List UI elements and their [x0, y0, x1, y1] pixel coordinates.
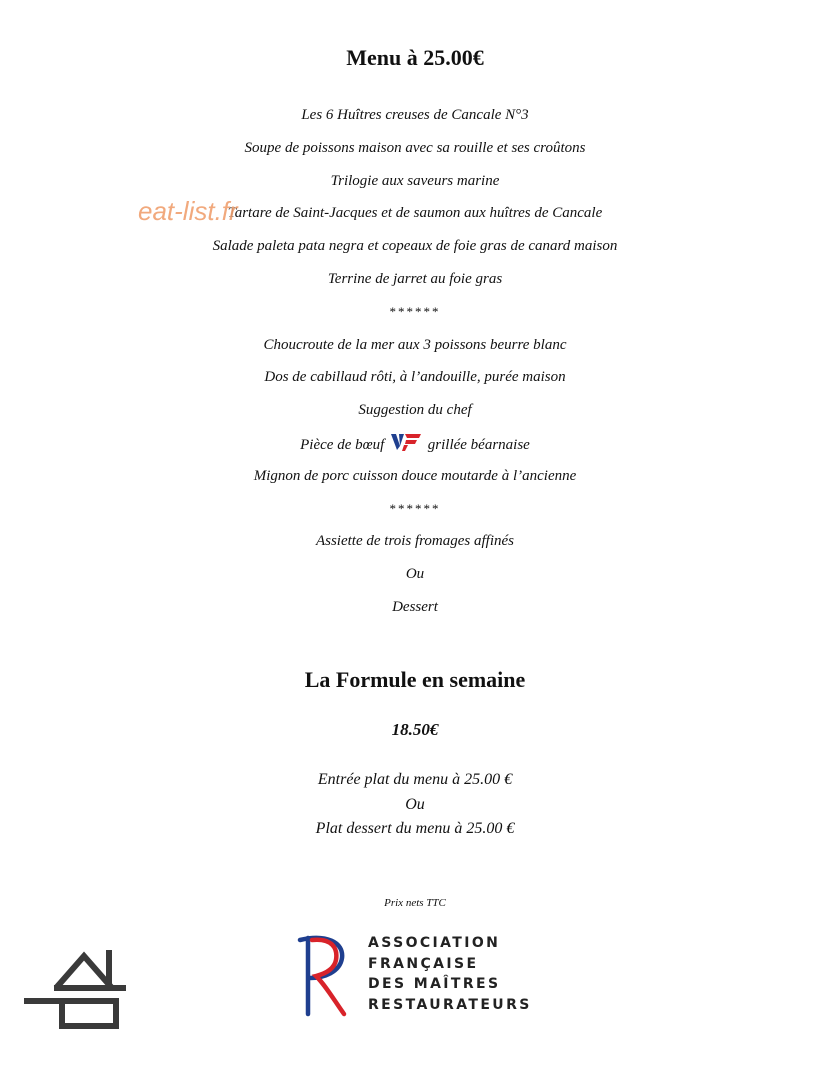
- menu-title: Menu à 25.00€: [346, 45, 484, 70]
- menu-item: Suggestion du chef: [358, 402, 472, 419]
- menu-item: Les 6 Huîtres creuses de Cancale N°3: [301, 107, 529, 123]
- separator: ******: [389, 303, 441, 319]
- association-line: ASSOCIATION: [368, 935, 501, 951]
- menu-item: Dos de cabillaud rôti, à l’andouille, purée maison: [264, 369, 566, 386]
- menu-item: Terrine de jarret au foie gras: [327, 270, 503, 287]
- menu-item: Dessert: [392, 598, 438, 615]
- menu-item: Tartare de Saint-Jacques et de saumon aux huîtres de Cancale: [227, 205, 603, 222]
- maitres-restaurateurs-r-logo-icon: [296, 934, 352, 1025]
- association-line: FRANÇAISE: [368, 955, 479, 972]
- menu-item-text: grillée béarnaise: [427, 436, 530, 453]
- menu-item: Soupe de poissons maison avec sa rouille et ses croûtons: [244, 139, 586, 156]
- association-line: RESTAURATEURS: [368, 996, 532, 1013]
- prices-note: Prix nets TTC: [384, 897, 446, 909]
- formule-line: Ou: [405, 795, 425, 813]
- menu-item-text: Pièce de bœuf: [300, 436, 385, 453]
- menu-item-boeuf: [0, 432, 830, 465]
- watermark: eat-list.fr: [138, 196, 238, 226]
- menu-item: Mignon de porc cuisson douce moutarde à l’ancienne: [253, 467, 577, 484]
- formule-price: 18.50€: [391, 720, 439, 739]
- association-line: DES MAÎTRES: [368, 976, 501, 992]
- formule-line: Entrée plat du menu à 25.00 €: [317, 771, 513, 788]
- menu-item: Choucroute de la mer aux 3 poissons beurre blanc: [263, 336, 567, 353]
- menu-item: Assiette de trois fromages affinés: [315, 533, 515, 550]
- formule-title: La Formule en semaine: [304, 667, 526, 692]
- formule-lines: [0, 768, 830, 842]
- menu-item: Salade paleta pata negra et copeaux de foie gras de canard maison: [212, 238, 618, 255]
- menu-items: [0, 104, 830, 629]
- separator: ******: [389, 500, 441, 516]
- association-text: [368, 933, 532, 1015]
- menu-item: Trilogie aux saveurs marine: [330, 172, 500, 189]
- fait-maison-house-icon: [24, 946, 128, 1035]
- viande-francaise-logo-icon: [390, 432, 422, 459]
- formule-line: Plat dessert du menu à 25.00 €: [315, 820, 515, 837]
- menu-item: Ou: [405, 566, 425, 583]
